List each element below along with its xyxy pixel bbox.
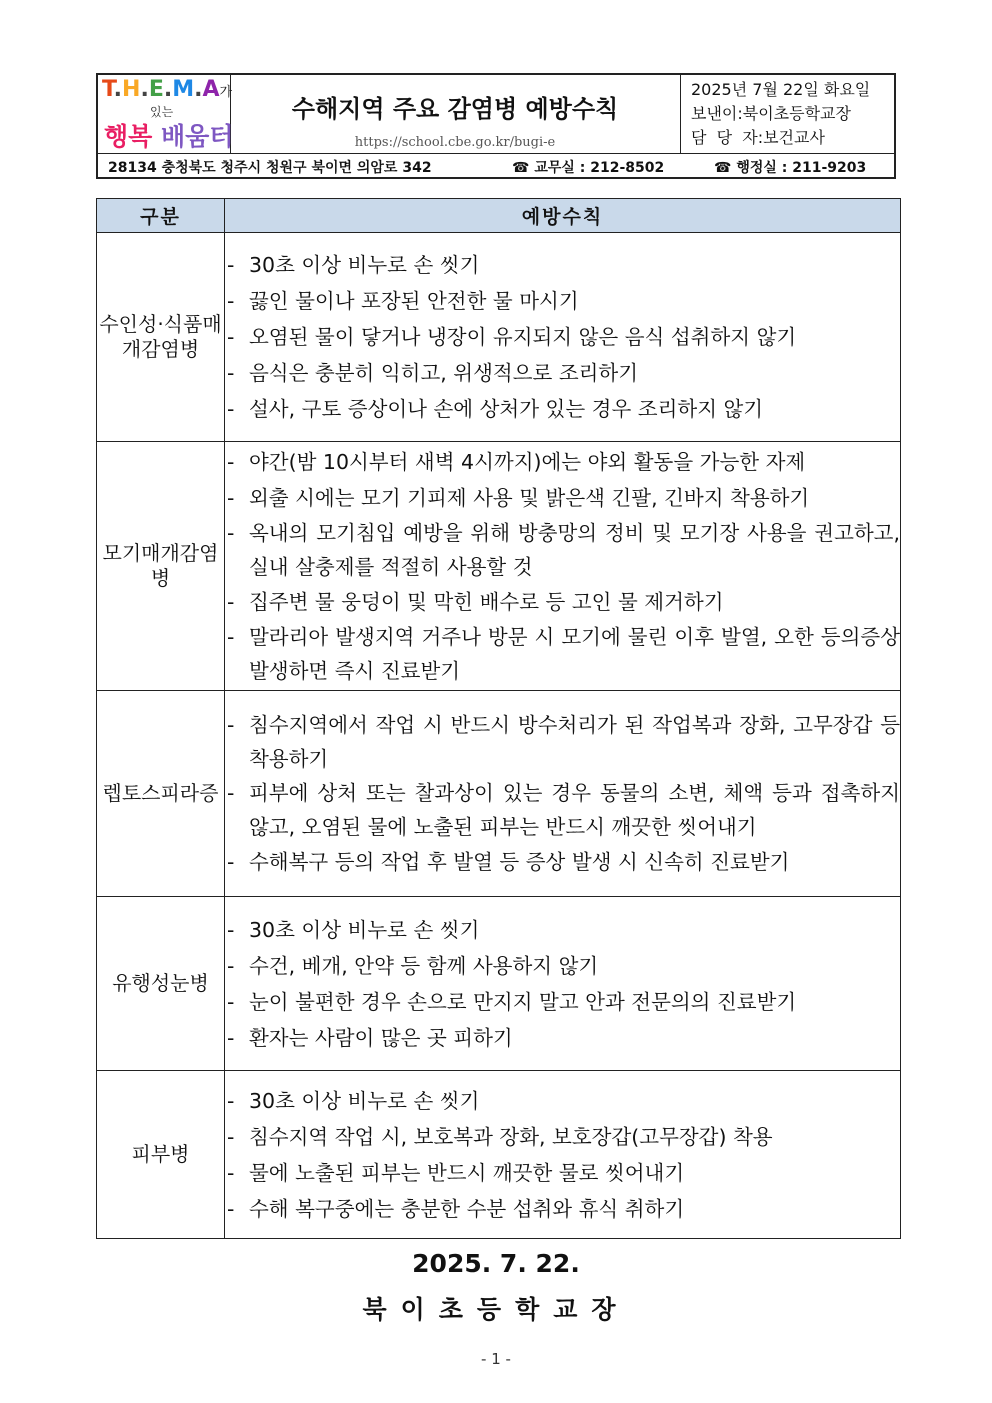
logo-main-text: 행복 배움터 — [104, 122, 234, 151]
rule-item: - 30초 이상 비누로 손 씻기 — [225, 912, 900, 948]
category-cell: 렙토스피라증 — [97, 691, 225, 897]
school-url[interactable]: https://school.cbe.go.kr/bugi-e — [354, 135, 556, 150]
contact-line: 담 당 자:보건교사 — [691, 128, 825, 147]
document-title: 수해지역 주요 감염병 예방수칙 — [291, 95, 619, 123]
school-logo — [98, 75, 234, 153]
rule-item: - 침수지역에서 작업 시 반드시 방수처리가 된 작업복과 장화, 고무장갑 등 착용하기 — [225, 708, 900, 776]
rule-item: - 피부에 상처 또는 찰과상이 있는 경우 동물의 소변, 체액 등과 접촉하지 않고, 오염된 물에 노출된 피부는 반드시 깨끗한 씻어내기 — [225, 776, 900, 844]
table-header-row — [97, 199, 901, 233]
rule-item: - 물에 노출된 피부는 반드시 깨끗한 물로 씻어내기 — [225, 1155, 900, 1191]
rule-item: - 외출 시에는 모기 기피제 사용 및 밝은색 긴팔, 긴바지 착용하기 — [225, 480, 900, 516]
rule-item: - 침수지역 작업 시, 보호복과 장화, 보호장갑(고무장갑) 착용 — [225, 1119, 900, 1155]
rule-item: - 끓인 물이나 포장된 안전한 물 마시기 — [225, 283, 900, 319]
rule-item: - 옥내의 모기침입 예방을 위해 방충망의 정비 및 모기장 사용을 권고하고, 실내 살충제를 적절히 사용할 것 — [225, 516, 900, 584]
page-number: - 1 - — [481, 1350, 511, 1368]
letterhead-info-box — [680, 75, 894, 153]
table-row — [97, 897, 901, 1071]
rule-item: - 30초 이상 비누로 손 씻기 — [225, 247, 900, 283]
letterhead — [96, 73, 896, 179]
rule-item: - 30초 이상 비누로 손 씻기 — [225, 1083, 900, 1119]
header-rules: 예방수칙 — [225, 199, 901, 233]
table-row — [97, 1071, 901, 1239]
rules-cell — [225, 897, 901, 1071]
logo-thema-text: T.H.E.M.A가 — [102, 77, 233, 102]
letterhead-address-row — [98, 154, 894, 178]
phone-staff-office: ☎ 교무실 : 212-8502 — [512, 160, 665, 176]
letterhead-title-box — [230, 75, 680, 153]
rules-cell — [225, 233, 901, 442]
rule-item: - 야간(밤 10시부터 새벽 4시까지)에는 야외 활동을 가능한 자제 — [225, 444, 900, 480]
rule-item: - 눈이 불편한 경우 손으로 만지지 말고 안과 전문의의 진료받기 — [225, 984, 900, 1020]
table-row — [97, 691, 901, 897]
sender-line: 보낸이:북이초등학교장 — [691, 104, 851, 123]
rule-item: - 음식은 충분히 익히고, 위생적으로 조리하기 — [225, 355, 900, 391]
category-cell: 수인성·식품매개감염병 — [97, 233, 225, 442]
school-address: 28134 충청북도 청주시 청원구 북이면 의암로 342 — [108, 160, 432, 176]
rules-cell — [225, 442, 901, 691]
phone-admin-office: ☎ 행정실 : 211-9203 — [714, 160, 867, 176]
rule-item: - 수해 복구중에는 충분한 수분 섭취와 휴식 취하기 — [225, 1191, 900, 1227]
table-row — [97, 233, 901, 442]
header-category: 구분 — [97, 199, 225, 233]
rule-item: - 오염된 물이 닿거나 냉장이 유지되지 않은 음식 섭취하지 않기 — [225, 319, 900, 355]
category-cell: 유행성눈병 — [97, 897, 225, 1071]
issue-date: 2025년 7월 22일 화요일 — [691, 80, 871, 99]
footer-date: 2025. 7. 22. — [412, 1249, 580, 1278]
rule-item: - 환자는 사람이 많은 곳 피하기 — [225, 1020, 900, 1056]
logo-small-text: 있는 — [150, 105, 174, 119]
table-row — [97, 442, 901, 691]
category-cell: 피부병 — [97, 1071, 225, 1239]
category-cell: 모기매개감염병 — [97, 442, 225, 691]
rule-item: - 설사, 구토 증상이나 손에 상처가 있는 경우 조리하지 않기 — [225, 391, 900, 427]
prevention-rules-table — [96, 198, 901, 1239]
rules-cell — [225, 1071, 901, 1239]
rule-item: - 집주변 물 웅덩이 및 막힌 배수로 등 고인 물 제거하기 — [225, 584, 900, 620]
rules-cell — [225, 691, 901, 897]
rule-item: - 말라리아 발생지역 거주나 방문 시 모기에 물린 이후 발열, 오한 등의증상 발생하면 즉시 진료받기 — [225, 620, 900, 688]
rule-item: - 수건, 베개, 안약 등 함께 사용하지 않기 — [225, 948, 900, 984]
footer-sender: 북이초등학교장 — [362, 1295, 630, 1324]
letterhead-top-row — [98, 75, 894, 154]
rule-item: - 수해복구 등의 작업 후 발열 등 증상 발생 시 신속히 진료받기 — [225, 844, 900, 880]
